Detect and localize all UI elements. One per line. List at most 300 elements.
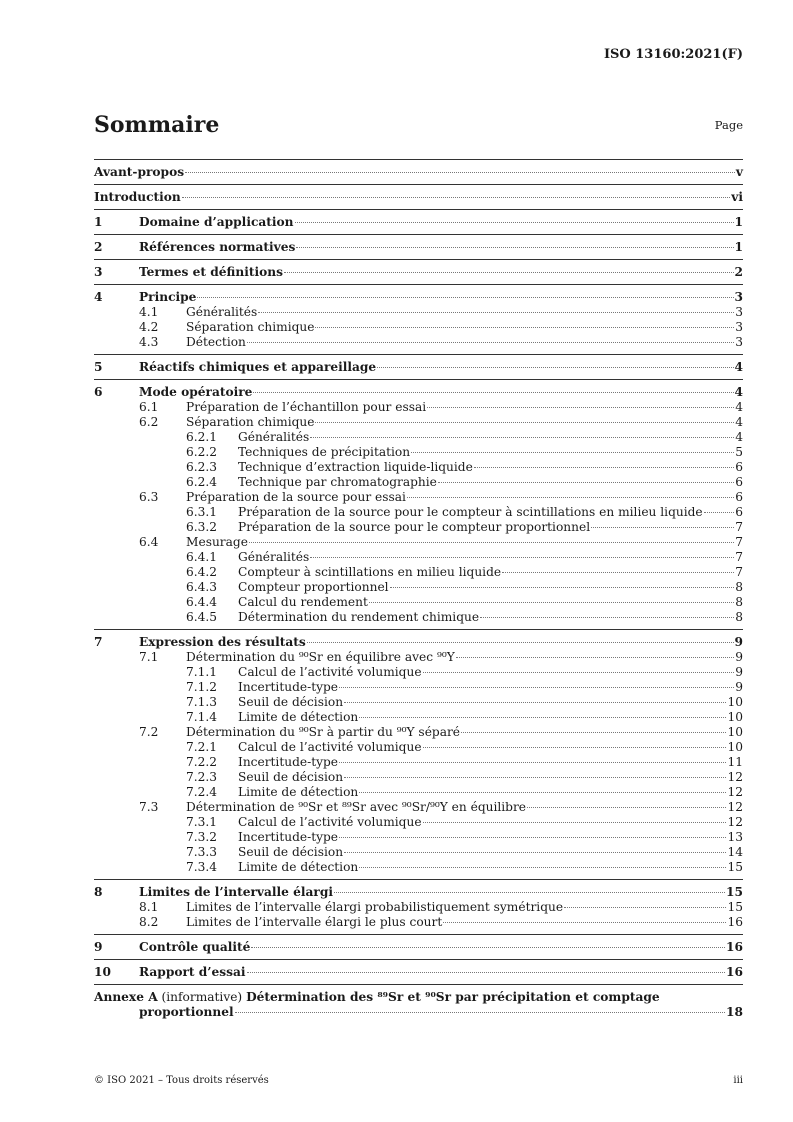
toc-entry-line — [238, 550, 743, 565]
toc-entry-page: 6 — [735, 475, 743, 489]
toc-entry[interactable] — [94, 770, 743, 785]
dot-leader — [251, 947, 725, 948]
toc-entry-page: 4 — [735, 430, 743, 444]
toc-entry-title: Préparation de la source pour le compteur à scintillations en milieu liquide — [238, 505, 703, 519]
section-divider — [94, 234, 743, 235]
toc-entry-page: 15 — [727, 860, 743, 874]
toc-entry-number: 7.2.4 — [186, 785, 218, 799]
toc-entry[interactable] — [94, 460, 743, 475]
toc-entry-title: Préparation de la source pour essai — [186, 490, 406, 504]
toc-entry-page: 2 — [734, 265, 743, 279]
toc-entry[interactable] — [94, 755, 743, 770]
toc-entry-number: 4.1 — [139, 305, 159, 319]
toc-entry-page: 7 — [735, 550, 743, 564]
section-divider — [94, 209, 743, 210]
dot-leader — [502, 572, 734, 573]
toc-entry-number: 7.3.3 — [186, 845, 218, 859]
toc-entry-line — [139, 290, 743, 305]
toc-entry[interactable] — [94, 635, 743, 650]
toc-entry-title: Compteur proportionnel — [238, 580, 389, 594]
toc-entry-line — [139, 265, 743, 280]
toc-entry[interactable] — [94, 785, 743, 800]
page-number: iii — [733, 1075, 743, 1086]
toc-entry-number: 4.2 — [139, 320, 159, 334]
dot-leader — [704, 512, 735, 513]
toc-entry-title: Limite de détection — [238, 860, 359, 874]
toc-entry[interactable] — [94, 885, 743, 900]
annex-kind: (informative) — [161, 990, 243, 1004]
toc-entry[interactable] — [94, 190, 743, 205]
dot-leader — [310, 557, 734, 558]
toc-entry-number: 6.2.2 — [186, 445, 218, 459]
toc-entry-title: Seuil de décision — [238, 695, 344, 709]
toc-entry-number: 6.2.4 — [186, 475, 218, 489]
toc-entry-number: 6 — [94, 385, 103, 399]
section-divider — [94, 354, 743, 355]
toc-entry[interactable] — [94, 550, 743, 565]
toc-entry-line — [238, 595, 743, 610]
toc-entry-number: 6.3 — [139, 490, 159, 504]
dot-leader — [359, 717, 726, 718]
toc-entry-line — [139, 940, 743, 955]
toc-entry-title: Contrôle qualité — [139, 940, 251, 954]
standard-id: ISO 13160:2021(F) — [603, 47, 743, 62]
toc-entry[interactable] — [94, 845, 743, 860]
annex-prefix: Annexe A — [94, 990, 158, 1004]
toc-entry-page: 3 — [735, 320, 743, 334]
dot-leader — [253, 392, 733, 393]
dot-leader — [527, 807, 726, 808]
section-divider — [94, 934, 743, 935]
toc-entry-title: Incertitude-type — [238, 680, 338, 694]
dot-leader — [377, 367, 733, 368]
toc-entry-title: Termes et définitions — [139, 265, 283, 279]
toc-entry[interactable] — [94, 535, 743, 550]
toc-entry-line — [186, 400, 743, 415]
toc-entry-line — [238, 610, 743, 625]
dot-leader — [456, 657, 734, 658]
toc-entry-title: Généralités — [186, 305, 258, 319]
toc-entry-title: Domaine d’application — [139, 215, 294, 229]
dot-leader — [591, 527, 734, 528]
section-divider — [94, 379, 743, 380]
toc-entry-line — [238, 710, 743, 725]
toc-entry-number: 7.3.4 — [186, 860, 218, 874]
toc-entry-page: vi — [731, 190, 743, 204]
toc-entry-number: 7.1 — [139, 650, 159, 664]
dot-leader — [480, 617, 734, 618]
toc-entry-line — [139, 965, 743, 980]
dot-leader — [339, 687, 734, 688]
toc-entry-number: 4 — [94, 290, 103, 304]
toc-entry-line — [139, 240, 743, 255]
toc-entry-title: Expression des résultats — [139, 635, 306, 649]
toc-entry-number: 6.1 — [139, 400, 159, 414]
toc-entry-number: 6.4.5 — [186, 610, 218, 624]
toc-entry-line — [238, 445, 743, 460]
toc-entry-page: 8 — [735, 580, 743, 594]
toc-entry[interactable] — [94, 305, 743, 320]
toc-entry[interactable] — [94, 595, 743, 610]
toc-entry-title: Rapport d’essai — [139, 965, 246, 979]
toc-entry-title: Limites de l’intervalle élargi le plus court — [186, 915, 443, 929]
toc-entry-number: 6.4.2 — [186, 565, 218, 579]
dot-leader — [423, 672, 735, 673]
toc-entry-number: 6.2.1 — [186, 430, 218, 444]
toc-entry-page: 8 — [735, 595, 743, 609]
dot-leader — [334, 892, 725, 893]
toc-entry-number: 9 — [94, 940, 103, 954]
toc-entry-page: 7 — [735, 520, 743, 534]
section-divider — [94, 159, 743, 160]
toc-entry-line — [238, 770, 743, 785]
toc-entry-title: Incertitude-type — [238, 830, 338, 844]
toc-entry-page: 3 — [734, 290, 743, 304]
dot-leader — [258, 312, 734, 313]
dot-leader — [235, 1012, 725, 1013]
toc-entry[interactable] — [94, 335, 743, 350]
dot-leader — [182, 197, 730, 198]
toc-entry-number: 10 — [94, 965, 111, 979]
dot-leader — [438, 482, 734, 483]
toc-entry[interactable] — [94, 650, 743, 665]
toc-entry[interactable] — [94, 695, 743, 710]
toc-entry-line — [238, 695, 743, 710]
toc-entry-number: 3 — [94, 265, 103, 279]
toc-entry-line — [238, 860, 743, 875]
toc-entry-page: 14 — [727, 845, 743, 859]
toc-entry[interactable] — [94, 665, 743, 680]
toc-entry-title: Limite de détection — [238, 785, 359, 799]
toc-entry-page: 13 — [727, 830, 743, 844]
toc-entry-title: Séparation chimique — [186, 415, 315, 429]
toc-entry-title: Compteur à scintillations en milieu liquide — [238, 565, 502, 579]
toc-entry-title: Principe — [139, 290, 197, 304]
toc-entry[interactable] — [94, 240, 743, 255]
toc-entry-number: 7.3.2 — [186, 830, 218, 844]
toc-entry[interactable] — [94, 475, 743, 490]
toc-entry[interactable] — [94, 965, 743, 980]
toc-entry[interactable] — [94, 940, 743, 955]
toc-entry-page: 4 — [734, 360, 743, 374]
toc-entry-line — [186, 900, 743, 915]
toc-entry-line — [238, 845, 743, 860]
toc-entry[interactable] — [94, 710, 743, 725]
annex-title-cont: proportionnel — [139, 1005, 234, 1019]
toc-entry-line — [94, 190, 743, 205]
toc-entry-page: 1 — [734, 215, 743, 229]
toc-entry-title: Généralités — [238, 430, 310, 444]
toc-entry-page: 1 — [734, 240, 743, 254]
toc-entry-title: Préparation de la source pour le compteur proportionnel — [238, 520, 591, 534]
toc-entry-number: 2 — [94, 240, 103, 254]
dot-leader — [315, 327, 734, 328]
toc-entry-page: 8 — [735, 610, 743, 624]
toc-entry-page: 4 — [734, 385, 743, 399]
toc-entry-line — [186, 915, 743, 930]
toc-entry-page: 6 — [735, 460, 743, 474]
dot-leader — [423, 822, 727, 823]
toc-entry[interactable] — [94, 580, 743, 595]
dot-leader — [315, 422, 734, 423]
annex-line-2 — [139, 1005, 743, 1020]
toc-entry[interactable] — [94, 505, 743, 520]
toc-entry-title: Avant-propos — [94, 165, 185, 179]
section-divider — [94, 879, 743, 880]
toc-entry-page: v — [735, 165, 743, 179]
toc-entry-title: Réactifs chimiques et appareillage — [139, 360, 377, 374]
dot-leader — [359, 792, 726, 793]
dot-leader — [359, 867, 726, 868]
toc-entry-title: Séparation chimique — [186, 320, 315, 334]
toc-entry-number: 7.2.2 — [186, 755, 218, 769]
toc-entry-line — [238, 475, 743, 490]
toc-entry-title: Détection — [186, 335, 246, 349]
toc-entry-number: 6.3.2 — [186, 520, 218, 534]
toc-entry[interactable] — [94, 490, 743, 505]
toc-entry-page: 15 — [727, 900, 743, 914]
toc-entry[interactable] — [94, 360, 743, 375]
toc-entry[interactable] — [94, 565, 743, 580]
copyright-notice: © ISO 2021 – Tous droits réservés — [94, 1075, 269, 1086]
toc-entry-title: Calcul du rendement — [238, 595, 368, 609]
toc-entry-title: Détermination de ⁹⁰Sr et ⁸⁹Sr avec ⁹⁰Sr/⁹⁰Y en équilibre — [186, 800, 527, 814]
toc-entry-line — [186, 305, 743, 320]
toc-entry-page: 4 — [735, 400, 743, 414]
toc-entry-page: 10 — [727, 725, 743, 739]
toc-entry-number: 7.3 — [139, 800, 159, 814]
toc-entry-number: 7.2.1 — [186, 740, 218, 754]
dot-leader — [185, 172, 735, 173]
dot-leader — [247, 972, 725, 973]
section-divider — [94, 959, 743, 960]
dot-leader — [461, 732, 726, 733]
dot-leader — [369, 602, 734, 603]
toc-entry-title: Seuil de décision — [238, 845, 344, 859]
toc-entry-page: 9 — [735, 665, 743, 679]
toc-entry-number: 6.2.3 — [186, 460, 218, 474]
toc-entry-line — [186, 320, 743, 335]
dot-leader — [344, 777, 726, 778]
toc-entry-line — [238, 580, 743, 595]
toc-entry-page: 3 — [735, 335, 743, 349]
toc-entry[interactable] — [94, 165, 743, 180]
toc-entry[interactable] — [94, 725, 743, 740]
toc-entry-title: Calcul de l’activité volumique — [238, 665, 422, 679]
toc-entry[interactable] — [94, 815, 743, 830]
toc-entry-title: Détermination du ⁹⁰Sr à partir du ⁹⁰Y séparé — [186, 725, 461, 739]
toc-entry[interactable] — [94, 520, 743, 535]
toc-entry[interactable] — [94, 445, 743, 460]
toc-entry-line — [238, 430, 743, 445]
dot-leader — [564, 907, 726, 908]
toc-entry-number: 8 — [94, 885, 103, 899]
dot-leader — [344, 702, 726, 703]
toc-entry[interactable] — [94, 385, 743, 400]
toc-entry-page: 6 — [735, 490, 743, 504]
toc-entry-line — [238, 755, 743, 770]
toc-entry-number: 7.2 — [139, 725, 159, 739]
toc-entry-page: 16 — [726, 965, 743, 979]
dot-leader — [247, 342, 734, 343]
toc-entry-page: 12 — [727, 770, 743, 784]
dot-leader — [310, 437, 734, 438]
toc-entry-title: Techniques de précipitation — [238, 445, 411, 459]
toc-entry-number: 7 — [94, 635, 103, 649]
toc-entry-page: 15 — [726, 885, 743, 899]
toc-entry-number: 7.1.1 — [186, 665, 218, 679]
toc-entry-page: 10 — [727, 695, 743, 709]
toc-entry-number: 7.2.3 — [186, 770, 218, 784]
toc-entry[interactable] — [94, 320, 743, 335]
toc-entry-number: 6.4.4 — [186, 595, 218, 609]
toc-entry-page: 11 — [727, 755, 743, 769]
toc-entry[interactable] — [94, 290, 743, 305]
section-divider — [94, 259, 743, 260]
toc-entry-title: Technique par chromatographie — [238, 475, 437, 489]
toc-entry-title: Technique d’extraction liquide-liquide — [238, 460, 473, 474]
toc-entry[interactable] — [94, 800, 743, 815]
toc-entry-page: 16 — [726, 940, 743, 954]
toc-entry-line — [186, 725, 743, 740]
toc-entry-line — [186, 800, 743, 815]
toc-entry-line — [139, 385, 743, 400]
page-column-label: Page — [714, 118, 743, 132]
toc-entry-line — [186, 650, 743, 665]
toc-entry-line — [238, 565, 743, 580]
dot-leader — [407, 497, 734, 498]
toc-entry[interactable] — [94, 430, 743, 445]
section-divider — [94, 984, 743, 985]
toc-entry-title: Incertitude-type — [238, 755, 338, 769]
dot-leader — [339, 837, 726, 838]
toc-entry[interactable] — [94, 680, 743, 695]
dot-leader — [411, 452, 734, 453]
dot-leader — [423, 747, 727, 748]
annex-line-1 — [94, 990, 743, 1005]
toc-entry-title: Seuil de décision — [238, 770, 344, 784]
dot-leader — [443, 922, 726, 923]
toc-entry-line — [139, 215, 743, 230]
toc-entry-line — [238, 520, 743, 535]
toc-entry[interactable] — [94, 400, 743, 415]
toc-entry[interactable] — [94, 860, 743, 875]
toc-entry-page: 4 — [735, 415, 743, 429]
toc-entry-line — [238, 815, 743, 830]
toc-entry-page: 6 — [735, 505, 743, 519]
dot-leader — [295, 222, 734, 223]
toc-entry-line — [186, 490, 743, 505]
toc-entry-page: 3 — [735, 305, 743, 319]
toc-entry[interactable] — [94, 915, 743, 930]
toc-entry-title: Limites de l’intervalle élargi — [139, 885, 333, 899]
toc-entry-line — [238, 665, 743, 680]
toc-entry-number: 8.1 — [139, 900, 159, 914]
toc-entry-line — [238, 680, 743, 695]
toc-entry-page: 7 — [735, 565, 743, 579]
toc-entry-number: 7.3.1 — [186, 815, 218, 829]
toc-entry-number: 6.3.1 — [186, 505, 218, 519]
toc-entry-page: 9 — [735, 680, 743, 694]
toc-entry-number: 1 — [94, 215, 103, 229]
table-of-contents — [94, 155, 743, 1020]
toc-entry[interactable] — [94, 610, 743, 625]
dot-leader — [197, 297, 733, 298]
toc-entry-title: Généralités — [238, 550, 310, 564]
toc-entry-number: 7.1.3 — [186, 695, 218, 709]
toc-entry-page: 12 — [727, 785, 743, 799]
toc-entry-page: 10 — [727, 710, 743, 724]
toc-entry-line — [238, 460, 743, 475]
dot-leader — [284, 272, 734, 273]
toc-entry-page: 16 — [727, 915, 743, 929]
toc-entry-line — [238, 830, 743, 845]
toc-entry-page: 5 — [735, 445, 743, 459]
dot-leader — [390, 587, 735, 588]
toc-entry-line — [186, 335, 743, 350]
toc-entry-title: Limites de l’intervalle élargi probabilistiquement symétrique — [186, 900, 564, 914]
dot-leader — [307, 642, 734, 643]
toc-entry-line — [238, 785, 743, 800]
toc-entry-title: Détermination du ⁹⁰Sr en équilibre avec ⁹⁰Y — [186, 650, 455, 664]
section-divider — [94, 184, 743, 185]
toc-entry[interactable] — [94, 740, 743, 755]
toc-entry-line — [94, 165, 743, 180]
toc-entry-page: 12 — [727, 815, 743, 829]
toc-entry-title: Références normatives — [139, 240, 296, 254]
page-title: Sommaire — [94, 112, 220, 138]
toc-entry-title: Détermination du rendement chimique — [238, 610, 480, 624]
toc-entry-line — [139, 360, 743, 375]
annex-title: Détermination des ⁸⁹Sr et ⁹⁰Sr par précipitation et comptage — [246, 990, 660, 1004]
toc-entry[interactable] — [94, 265, 743, 280]
toc-entry-page: 9 — [734, 635, 743, 649]
toc-entry-number: 8.2 — [139, 915, 159, 929]
toc-entry-number: 7.1.4 — [186, 710, 218, 724]
dot-leader — [296, 247, 733, 248]
toc-entry-title: Limite de détection — [238, 710, 359, 724]
toc-entry-title: Calcul de l’activité volumique — [238, 740, 422, 754]
toc-entry-page: 7 — [735, 535, 743, 549]
toc-entry-page: 10 — [727, 740, 743, 754]
toc-entry-line — [238, 505, 743, 520]
dot-leader — [249, 542, 734, 543]
toc-entry-line — [139, 635, 743, 650]
toc-entry-title: Introduction — [94, 190, 181, 204]
toc-entry-number: 6.4.3 — [186, 580, 218, 594]
dot-leader — [427, 407, 734, 408]
toc-entry-line — [186, 415, 743, 430]
toc-entry[interactable] — [94, 215, 743, 230]
toc-entry-number: 4.3 — [139, 335, 159, 349]
toc-entry-number: 6.4 — [139, 535, 159, 549]
toc-entry-title: Mode opératoire — [139, 385, 253, 399]
toc-entry[interactable] — [94, 900, 743, 915]
toc-entry-line — [238, 740, 743, 755]
toc-entry-title: Préparation de l’échantillon pour essai — [186, 400, 427, 414]
section-divider — [94, 284, 743, 285]
toc-annex-entry[interactable] — [94, 990, 743, 1020]
toc-entry-page: 12 — [727, 800, 743, 814]
dot-leader — [339, 762, 726, 763]
dot-leader — [474, 467, 734, 468]
toc-entry-number: 5 — [94, 360, 103, 374]
toc-entry-number: 6.2 — [139, 415, 159, 429]
toc-entry[interactable] — [94, 830, 743, 845]
section-divider — [94, 629, 743, 630]
toc-entry-number: 7.1.2 — [186, 680, 218, 694]
toc-entry[interactable] — [94, 415, 743, 430]
